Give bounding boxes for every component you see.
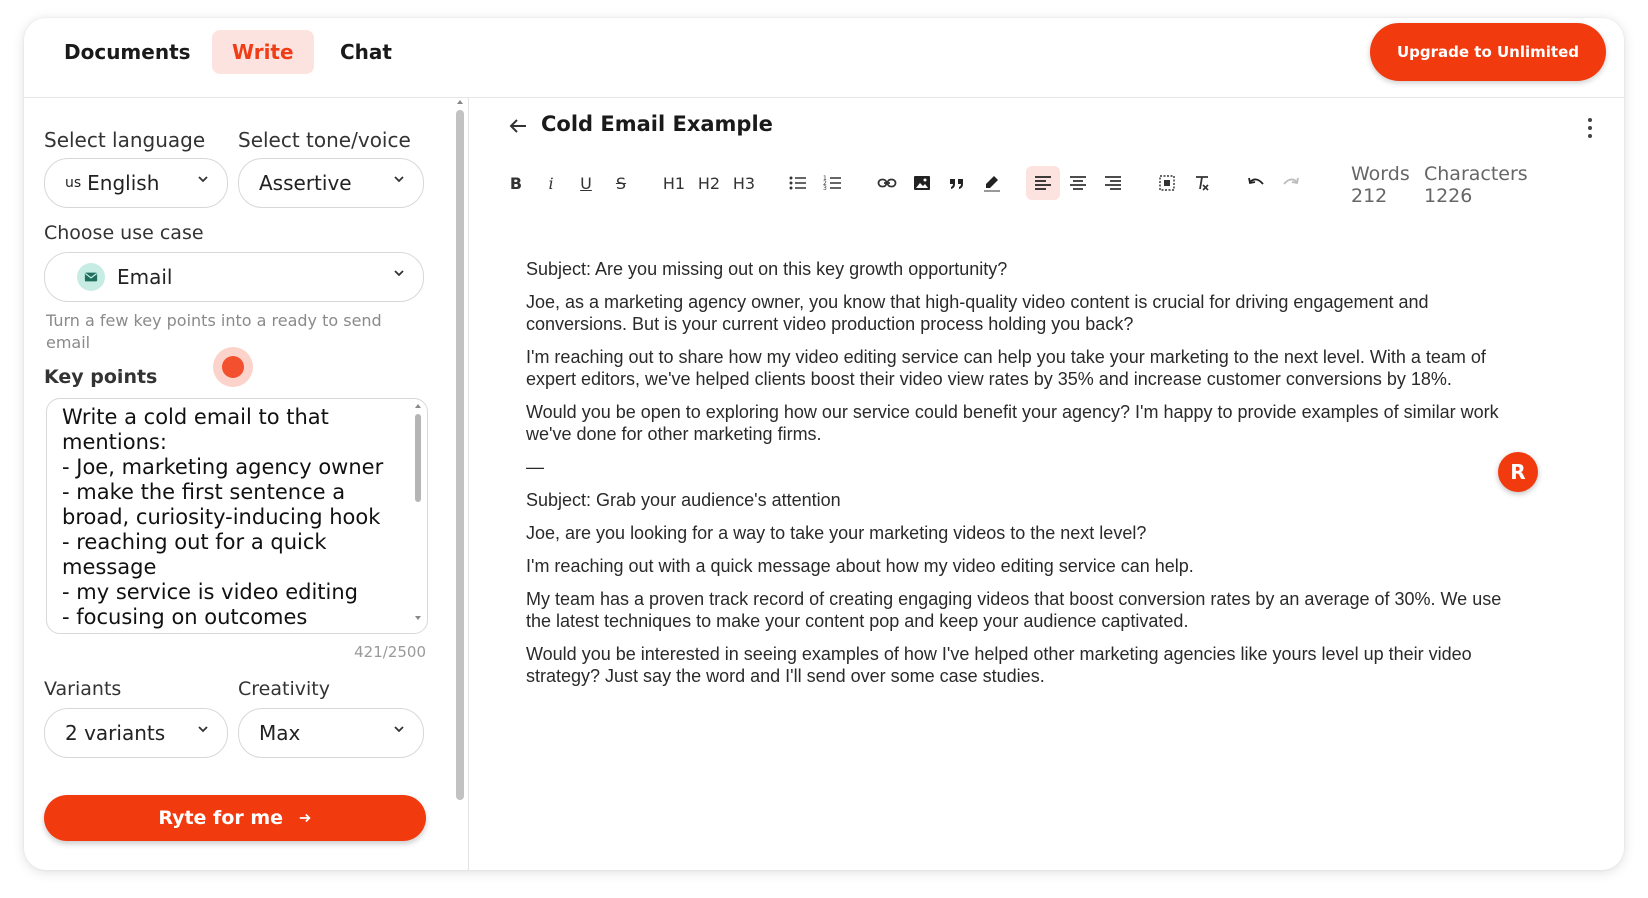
heading2-button[interactable]: H2	[697, 173, 721, 193]
paragraph: Joe, are you looking for a way to take your marketing videos to the next level?	[526, 523, 1147, 543]
align-left-icon[interactable]	[1026, 166, 1060, 200]
italic-button[interactable]: i	[548, 173, 554, 193]
character-count-label: Characters	[1424, 163, 1528, 185]
upgrade-button[interactable]: Upgrade to Unlimited	[1370, 23, 1606, 81]
bullet-list-icon[interactable]	[781, 166, 815, 200]
svg-text:3: 3	[823, 185, 827, 192]
paragraph: Joe, as a marketing agency owner, you know that high-quality video content is crucial for driving engagement and conversions. But is your current video production process holding you back?	[526, 292, 1429, 334]
ryte-for-me-button[interactable]	[44, 795, 426, 841]
settings-panel	[24, 98, 484, 870]
chevron-down-icon	[393, 267, 405, 279]
language-select[interactable]	[44, 158, 228, 208]
top-nav	[24, 18, 1624, 98]
word-count-value: 212	[1351, 185, 1388, 207]
use-case-value: Email	[117, 265, 173, 289]
bold-button[interactable]: B	[509, 173, 523, 193]
svg-text:1: 1	[823, 175, 827, 182]
paragraph: Would you be open to exploring how our service could benefit your agency? I'm happy to provide examples of similar work we've done for other marketing firms.	[526, 402, 1499, 444]
key-points-label: Key points	[44, 366, 158, 388]
use-case-select[interactable]	[44, 252, 424, 302]
document-body[interactable]	[526, 258, 1506, 698]
chevron-down-icon	[393, 723, 405, 735]
separator: —	[526, 457, 544, 477]
chevron-down-icon	[197, 723, 209, 735]
numbered-list-icon[interactable]	[816, 166, 850, 200]
use-case-label: Choose use case	[44, 222, 204, 244]
creativity-value: Max	[259, 721, 301, 745]
redo-icon[interactable]	[1274, 166, 1308, 200]
word-count	[1351, 163, 1410, 207]
svg-text:2: 2	[823, 180, 827, 187]
language-value: English	[87, 171, 160, 195]
clear-format-icon[interactable]	[1185, 166, 1219, 200]
app-window	[24, 18, 1624, 870]
tone-value: Assertive	[259, 171, 352, 195]
quote-icon[interactable]	[940, 166, 974, 200]
tab-chat[interactable]: Chat	[340, 40, 392, 64]
use-case-help-text: Turn a few key points into a ready to send email	[46, 311, 382, 352]
character-count	[1424, 163, 1528, 207]
link-icon[interactable]	[870, 166, 904, 200]
us-flag-icon: us	[65, 175, 82, 191]
variants-label: Variants	[44, 678, 122, 700]
underline-button[interactable]: U	[580, 173, 592, 193]
tone-select[interactable]	[238, 158, 424, 208]
paragraph: I'm reaching out with a quick message about how my video editing service can help.	[526, 556, 1194, 576]
chevron-down-icon	[197, 173, 209, 185]
tab-documents[interactable]: Documents	[64, 40, 191, 64]
tab-write[interactable]: Write	[212, 30, 314, 74]
arrow-right-icon	[298, 811, 312, 825]
paragraph: Subject: Grab your audience's attention	[526, 490, 841, 510]
strikethrough-button[interactable]: S	[615, 173, 627, 193]
language-label: Select language	[44, 128, 206, 152]
ryte-button-label: Ryte for me	[158, 807, 284, 829]
more-options-icon[interactable]	[1586, 116, 1594, 140]
variants-select[interactable]	[44, 708, 228, 758]
document-title: Cold Email Example	[541, 112, 773, 136]
key-points-input[interactable]	[46, 398, 428, 634]
key-points-scrollbar[interactable]	[412, 402, 424, 628]
word-count-label: Words	[1351, 163, 1410, 185]
heading1-button[interactable]: H1	[662, 173, 686, 193]
tone-label: Select tone/voice	[238, 128, 411, 152]
undo-icon[interactable]	[1239, 166, 1273, 200]
settings-scrollbar[interactable]	[454, 98, 466, 828]
image-icon[interactable]	[905, 166, 939, 200]
char-counter: 421/2500	[354, 643, 426, 661]
chevron-down-icon	[393, 173, 405, 185]
paragraph: Would you be interested in seeing examples of how I've helped other marketing agencies like yours level up their video strategy? Just say the word and I'll send over some case studies.	[526, 644, 1472, 686]
select-all-icon[interactable]	[1150, 166, 1184, 200]
paragraph: Subject: Are you missing out on this key growth opportunity?	[526, 259, 1008, 279]
heading3-button[interactable]: H3	[732, 173, 756, 193]
cursor-indicator	[213, 347, 253, 387]
assistant-badge[interactable]: R	[1498, 452, 1538, 492]
variants-value: 2 variants	[65, 721, 166, 745]
align-right-icon[interactable]	[1096, 166, 1130, 200]
creativity-select[interactable]	[238, 708, 424, 758]
align-center-icon[interactable]	[1061, 166, 1095, 200]
paragraph: My team has a proven track record of creating engaging videos that boost conversion rates by an average of 30%. We use the latest techniques to make your content pop and keep your audience captivated.	[526, 589, 1502, 631]
paragraph: I'm reaching out to share how my video editing service can help you take your marketing to the next level. With a team of expert editors, we've helped clients boost their video view rates by 35% and increase customer conversions by 18%.	[526, 347, 1486, 389]
arrow-left-icon[interactable]	[506, 114, 530, 138]
editor-panel	[469, 98, 1624, 870]
character-count-value: 1226	[1424, 185, 1473, 207]
highlight-pen-icon[interactable]	[975, 166, 1009, 200]
email-icon	[77, 263, 105, 291]
creativity-label: Creativity	[238, 678, 330, 700]
